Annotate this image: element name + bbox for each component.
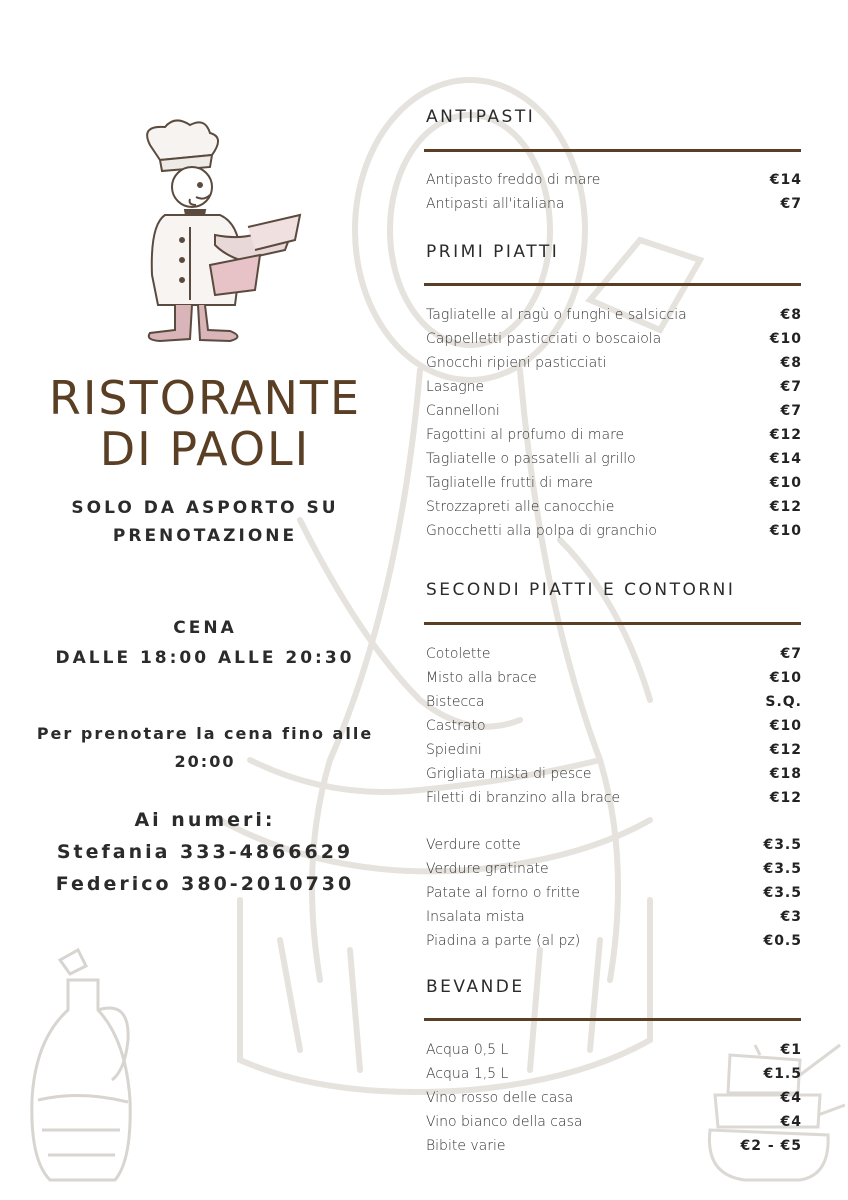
hours-range: DALLE 18:00 ALLE 20:30	[55, 648, 355, 668]
menu-item	[426, 423, 802, 447]
menu-item	[426, 929, 802, 953]
section-divider	[424, 283, 801, 286]
menu-item-name: Acqua 0,5 L	[426, 1042, 509, 1058]
menu-item-price: €4	[780, 1114, 802, 1130]
menu-item	[426, 1062, 802, 1086]
menu-item-name: Antipasti all'italiana	[426, 196, 565, 212]
menu-item-name: Strozzapreti alle canocchie	[426, 499, 615, 515]
menu-item-price: €1.5	[763, 1066, 802, 1082]
menu-item-price: €3.5	[763, 861, 802, 877]
menu-item-price: €12	[769, 790, 802, 806]
menu-item-name: Verdure cotte	[426, 837, 521, 853]
menu-item-name: Tagliatelle o passatelli al grillo	[426, 451, 636, 467]
menu-item-price: €14	[769, 451, 802, 467]
hours-title: CENA	[173, 618, 237, 638]
menu-item-name: Acqua 1,5 L	[426, 1066, 509, 1082]
menu-item-name: Verdure gratinate	[426, 861, 549, 877]
menu-item-name: Bibite varie	[426, 1138, 506, 1154]
menu-item-price: €1	[780, 1042, 802, 1058]
menu-item-price: €10	[769, 331, 802, 347]
menu-item	[426, 1110, 802, 1134]
menu-item-name: Filetti di branzino alla brace	[426, 790, 621, 806]
menu-item-price: €10	[769, 523, 802, 539]
menu-item	[426, 1086, 802, 1110]
menu-item	[426, 833, 802, 857]
menu-item-name: Antipasto freddo di mare	[426, 172, 601, 188]
section-title-antipasti: ANTIPASTI	[426, 107, 536, 127]
menu-item	[426, 447, 802, 471]
chef-illustration-icon	[130, 115, 310, 345]
menu-item-name: Grigliata mista di pesce	[426, 766, 592, 782]
menu-item-name: Patate al forno o fritte	[426, 885, 581, 901]
menu-item-name: Lasagne	[426, 379, 485, 395]
section-divider	[424, 149, 801, 152]
menu-item	[426, 495, 802, 519]
menu-item-name: Spiedini	[426, 742, 482, 758]
menu-item	[426, 666, 802, 690]
menu-item-price: €3	[780, 909, 802, 925]
menu-item-name: Piadina a parte (al pz)	[426, 933, 581, 949]
menu-item-name: Cappelletti pasticciati o boscaiola	[426, 331, 662, 347]
oil-bottle-illustration-icon	[20, 940, 140, 1190]
contact-federico: Federico 380-2010730	[55, 873, 355, 895]
menu-item	[426, 738, 802, 762]
menu-item-price: €3.5	[763, 885, 802, 901]
menu-item-name: Castrato	[426, 718, 486, 734]
section-divider	[424, 622, 801, 625]
contact-stefania: Stefania 333-4866629	[56, 841, 354, 863]
booking-note-line2: 20:00	[174, 752, 236, 771]
menu-item-price: €14	[769, 172, 802, 188]
menu-item-name: Misto alla brace	[426, 670, 537, 686]
menu-item	[426, 905, 802, 929]
takeaway-note-line2: PRENOTAZIONE	[112, 526, 298, 546]
menu-item-price: €12	[769, 742, 802, 758]
takeaway-note-line1: SOLO DA ASPORTO SU	[71, 498, 339, 518]
section-title-secondi: SECONDI PIATTI E CONTORNI	[426, 580, 736, 600]
menu-item-price: €12	[769, 499, 802, 515]
info-column	[0, 0, 410, 1200]
menu-item	[426, 857, 802, 881]
menu-item	[426, 471, 802, 495]
menu-item	[426, 690, 802, 714]
menu-item	[426, 375, 802, 399]
menu-item-price: €8	[780, 307, 802, 323]
menu-item-name: Fagottini al profumo di mare	[426, 427, 625, 443]
section-title-bevande: BEVANDE	[426, 977, 525, 997]
menu-item	[426, 1038, 802, 1062]
menu-item-price: €10	[769, 718, 802, 734]
menu-item	[426, 714, 802, 738]
contacts-title: Ai numeri:	[134, 809, 276, 831]
menu-item	[426, 168, 802, 192]
booking-note-line1: Per prenotare la cena fino alle	[36, 724, 374, 743]
menu-item	[426, 327, 802, 351]
menu-item-name: Vino rosso delle casa	[426, 1090, 574, 1106]
menu-item	[426, 303, 802, 327]
menu-item-price: €2 - €5	[740, 1138, 802, 1154]
menu-item-price: €7	[780, 403, 802, 419]
menu-item-price: €8	[780, 355, 802, 371]
menu-item-name: Gnocchi ripieni pasticciati	[426, 355, 607, 371]
menu-item-price: €7	[780, 196, 802, 212]
menu-item	[426, 1134, 802, 1158]
menu-item-name: Tagliatelle frutti di mare	[426, 475, 593, 491]
restaurant-name-line1: RISTORANTE	[48, 371, 362, 425]
menu-item-price: S.Q.	[765, 694, 802, 710]
menu-item-name: Insalata mista	[426, 909, 525, 925]
menu-item-price: €0.5	[763, 933, 802, 949]
menu-item-price: €12	[769, 427, 802, 443]
menu-item-price: €10	[769, 475, 802, 491]
menu-item-name: Cotolette	[426, 646, 491, 662]
restaurant-name-line2: DI PAOLI	[99, 422, 311, 476]
menu-item-price: €4	[780, 1090, 802, 1106]
menu-item-name: Vino bianco della casa	[426, 1114, 583, 1130]
menu-item	[426, 351, 802, 375]
menu-item-price: €3.5	[763, 837, 802, 853]
menu-item	[426, 192, 802, 216]
menu-item	[426, 786, 802, 810]
menu-item-price: €18	[769, 766, 802, 782]
menu-item-price: €7	[780, 646, 802, 662]
menu-item-name: Bistecca	[426, 694, 485, 710]
section-title-primi: PRIMI PIATTI	[426, 242, 560, 262]
menu-item	[426, 642, 802, 666]
menu-item-price: €7	[780, 379, 802, 395]
section-divider	[424, 1018, 801, 1021]
menu-item-price: €10	[769, 670, 802, 686]
menu-item-name: Cannelloni	[426, 403, 500, 419]
menu-item-name: Gnocchetti alla polpa di granchio	[426, 523, 657, 539]
menu-item	[426, 399, 802, 423]
menu-item	[426, 519, 802, 543]
menu-item	[426, 762, 802, 786]
menu-item-name: Tagliatelle al ragù o funghi e salsiccia	[426, 307, 687, 323]
menu-item	[426, 881, 802, 905]
